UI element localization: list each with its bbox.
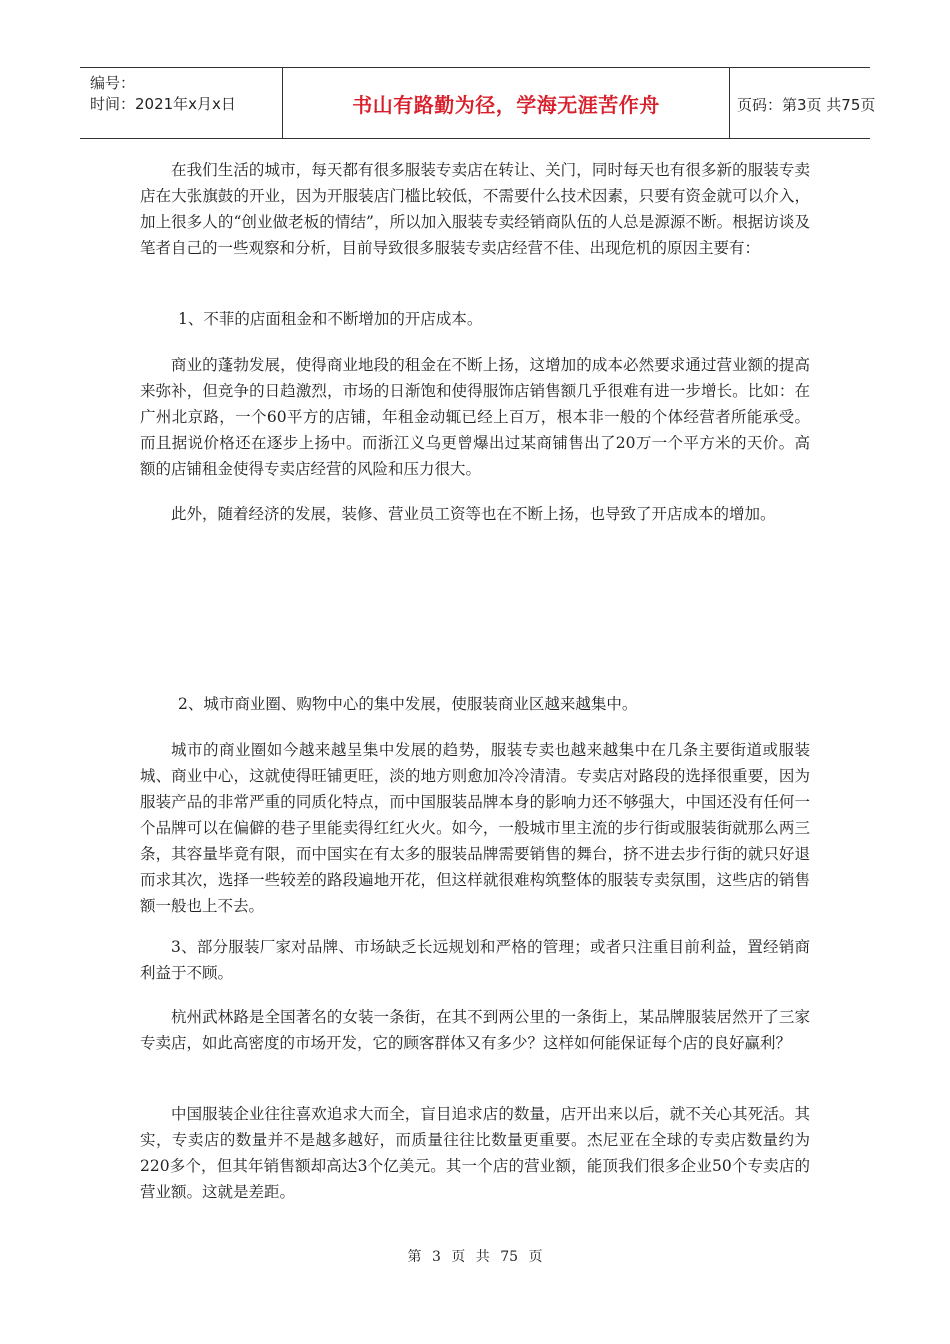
header-motto-cell (282, 68, 730, 138)
heading-point-1: 1、不菲的店面租金和不断增加的开店成本。 (178, 310, 483, 328)
paragraph-wulin: 杭州武林路是全国著名的女装一条街，在其不到两公里的一条街上，某品牌服装居然开了三家专卖店，如此高密度的市场开发，它的顾客群体又有多少？这样如何能保证每个店的良好赢利？ (140, 1008, 810, 1052)
paragraph-intro: 在我们生活的城市，每天都有很多服装专卖店在转让、关门，同时每天也有很多新的服装专卖店在大张旗鼓的开业，因为开服装店门槛比较低，不需要什么技术因素，只要有资金就可以介入，加上很多人的“创业做老板的情结”，所以加入服装专卖经销商队伍的人总是源源不断。根据访谈及笔者自己的一些观察和分析，目前导致很多服装专卖店经营不佳、出现危机的原因主要有： (140, 161, 810, 257)
heading-point-2: 2、城市商业圈、购物中心的集中发展，使服装商业区越来越集中。 (178, 695, 638, 713)
page-header (80, 67, 876, 139)
time-label: 时间：2021年x月x日 (90, 95, 236, 113)
header-page-cell (729, 68, 876, 138)
paragraph-cost: 此外，随着经济的发展，装修、营业员工资等也在不断上扬，也导致了开店成本的增加。 (171, 505, 776, 523)
page-info: 页码：第3页 共75页 (737, 96, 876, 114)
paragraph-commercial: 城市的商业圈如今越来越呈集中发展的趋势，服装专卖也越来越集中在几条主要街道或服装城、商业中心，这就使得旺铺更旺，淡的地方则愈加冷冷清清。专卖店对路段的选择很重要，因为服装产品的非常严重的同质化特点，而中国服装品牌本身的影响力还不够强大，中国还没有任何一个品牌可以在偏僻的巷子里能卖得红红火火。如今，一般城市里主流的步行街或服装街就那么两三条，其容量毕竟有限，而中国实在有太多的服装品牌需要销售的舞台，挤不进去步行街的就只好退而求其次，选择一些较差的路段遍地开花，但这样就很难构筑整体的服装专卖氛围，这些店的销售额一般也上不去。 (140, 741, 810, 915)
page-footer: 第 3 页 共 75 页 (407, 1249, 543, 1265)
serial-label: 编号： (90, 74, 136, 92)
header-meta-cell (80, 68, 282, 138)
paragraph-rent: 商业的蓬勃发展，使得商业地段的租金在不断上扬，这增加的成本必然要求通过营业额的提高来弥补，但竞争的日趋激烈，市场的日渐饱和使得服饰店销售额几乎很难有进一步增长。比如：在广州北京路，一个60平方的店铺，年租金动辄已经上百万，根本非一般的个体经营者所能承受。而且据说价格还在逐步上扬中。而浙江义乌更曾爆出过某商铺售出了20万一个平方米的天价。高额的店铺租金使得专卖店经营的风险和压力很大。 (140, 356, 810, 478)
motto: 书山有路勤为径，学海无涯苦作舟 (352, 93, 660, 117)
heading-point-3: 3、部分服装厂家对品牌、市场缺乏长远规划和严格的管理；或者只注重目前利益，置经销商利益于不顾。 (140, 938, 810, 982)
paragraph-quantity: 中国服装企业往往喜欢追求大而全，盲目追求店的数量，店开出来以后，就不关心其死活。其实，专卖店的数量并不是越多越好，而质量往往比数量更重要。杰尼亚在全球的专卖店数量约为220多个，但其年销售额却高达3个亿美元。其一个店的营业额，能顶我们很多企业50个专卖店的营业额。这就是差距。 (140, 1105, 810, 1201)
